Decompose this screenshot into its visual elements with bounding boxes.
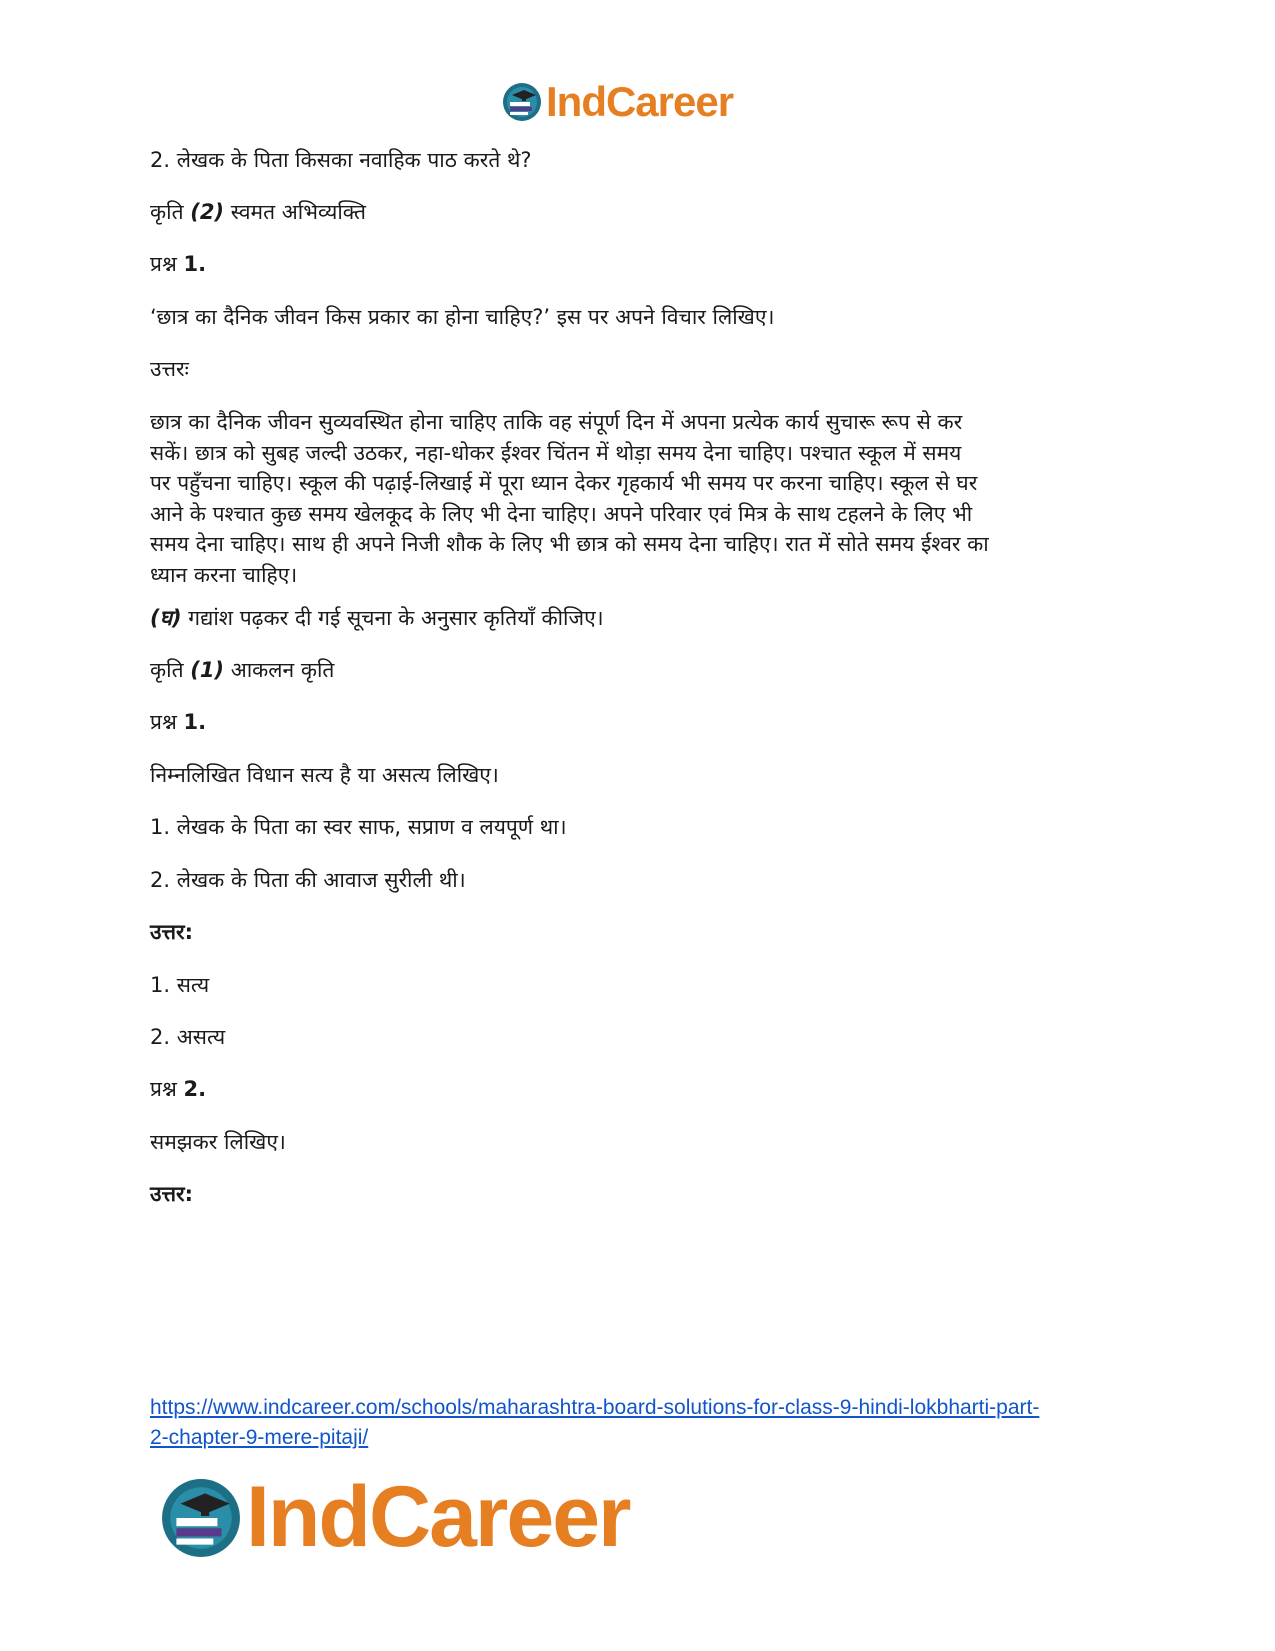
graduation-book-icon	[502, 82, 542, 122]
prashn-label: प्रश्न	[150, 710, 184, 734]
answer-2: 2. असत्य	[150, 1025, 226, 1049]
kriti-number: (1)	[190, 658, 225, 682]
prashn-label: प्रश्न	[150, 252, 184, 276]
prashn-number: 1.	[183, 710, 207, 734]
footer-logo	[160, 1468, 630, 1567]
source-link[interactable]	[150, 1393, 1039, 1453]
answer-line: सकें। छात्र को सुबह जल्दी उठकर, नहा-धोकर ईश्वर चिंतन में थोड़ा समय देना चाहिए। पश्चात स्कूल में समय	[150, 440, 962, 465]
uttar-label: उत्तरः	[150, 357, 189, 381]
uttar-text: उत्तर:	[150, 1182, 194, 1206]
kriti-label: कृति	[150, 658, 191, 682]
answer-line: छात्र का दैनिक जीवन सुव्यवस्थित होना चाहिए ताकि वह संपूर्ण दिन में अपना प्रत्येक कार्य सुचारू रूप से कर	[150, 410, 963, 434]
prashn-label: प्रश्न	[150, 1077, 184, 1101]
statement-1: 1. लेखक के पिता का स्वर साफ, सप्राण व लयपूर्ण था।	[150, 815, 567, 839]
answer-line: समय देना चाहिए। साथ ही अपने निजी शौक के लिए भी छात्र को समय देना चाहिए। रात में सोते समय ईश्वर का	[150, 532, 989, 556]
instruction-line: निम्नलिखित विधान सत्य है या असत्य लिखिए।	[150, 763, 499, 787]
prashn-1-heading	[150, 249, 206, 279]
answer-1: 1. सत्य	[150, 973, 210, 997]
source-link-line[interactable]: https://www.indcareer.com/schools/maharashtra-board-solutions-for-class-9-hindi-lokbharti-part-	[150, 1396, 1040, 1419]
section-text: गद्यांश पढ़कर दी गई सूचना के अनुसार कृतियाँ कीजिए।	[181, 606, 604, 630]
answer-line: आने के पश्चात कुछ समय खेलकूद के लिए भी देना चाहिए। अपने परिवार एवं मित्र के साथ टहलने के लिए भी	[150, 501, 973, 526]
header-logo	[502, 78, 733, 126]
kriti-number: (2)	[190, 200, 225, 224]
prashn-1-heading	[150, 707, 206, 737]
answer-line: पर पहुँचना चाहिए। स्कूल की पढ़ाई-लिखाई में पूरा ध्यान देकर गृहकार्य भी समय पर करना चाहिए। स्कूल से घर	[150, 471, 978, 495]
prashn-2-heading	[150, 1074, 206, 1104]
statement-2: 2. लेखक के पिता की आवाज सुरीली थी।	[150, 868, 466, 892]
source-link-line[interactable]: 2-chapter-9-mere-pitaji/	[150, 1426, 369, 1449]
logo-text: IndCareer	[246, 1469, 630, 1565]
question-line: 2. लेखक के पिता किसका नवाहिक पाठ करते थे?	[150, 148, 532, 172]
uttar-label	[150, 1179, 193, 1209]
graduation-book-icon	[160, 1477, 242, 1559]
answer-line: ध्यान करना चाहिए।	[150, 562, 298, 587]
section-marker: (घ)	[150, 606, 182, 630]
answer-paragraph	[150, 407, 1130, 590]
logo-text: IndCareer	[546, 78, 734, 125]
kriti-title: आकलन कृति	[224, 658, 335, 682]
kriti-2-heading	[150, 197, 366, 227]
uttar-text: उत्तर:	[150, 920, 194, 944]
prashn-number: 2.	[183, 1077, 207, 1101]
section-gh-heading	[150, 603, 604, 633]
main-question: ‘छात्र का दैनिक जीवन किस प्रकार का होना चाहिए?’ इस पर अपने विचार लिखिए।	[150, 305, 775, 329]
prashn-number: 1.	[183, 252, 207, 276]
kriti-label: कृति	[150, 200, 191, 224]
kriti-1-heading	[150, 655, 334, 685]
kriti-title: स्वमत अभिव्यक्ति	[224, 200, 367, 224]
uttar-label	[150, 917, 193, 947]
instruction-line: समझकर लिखिए।	[150, 1130, 286, 1154]
